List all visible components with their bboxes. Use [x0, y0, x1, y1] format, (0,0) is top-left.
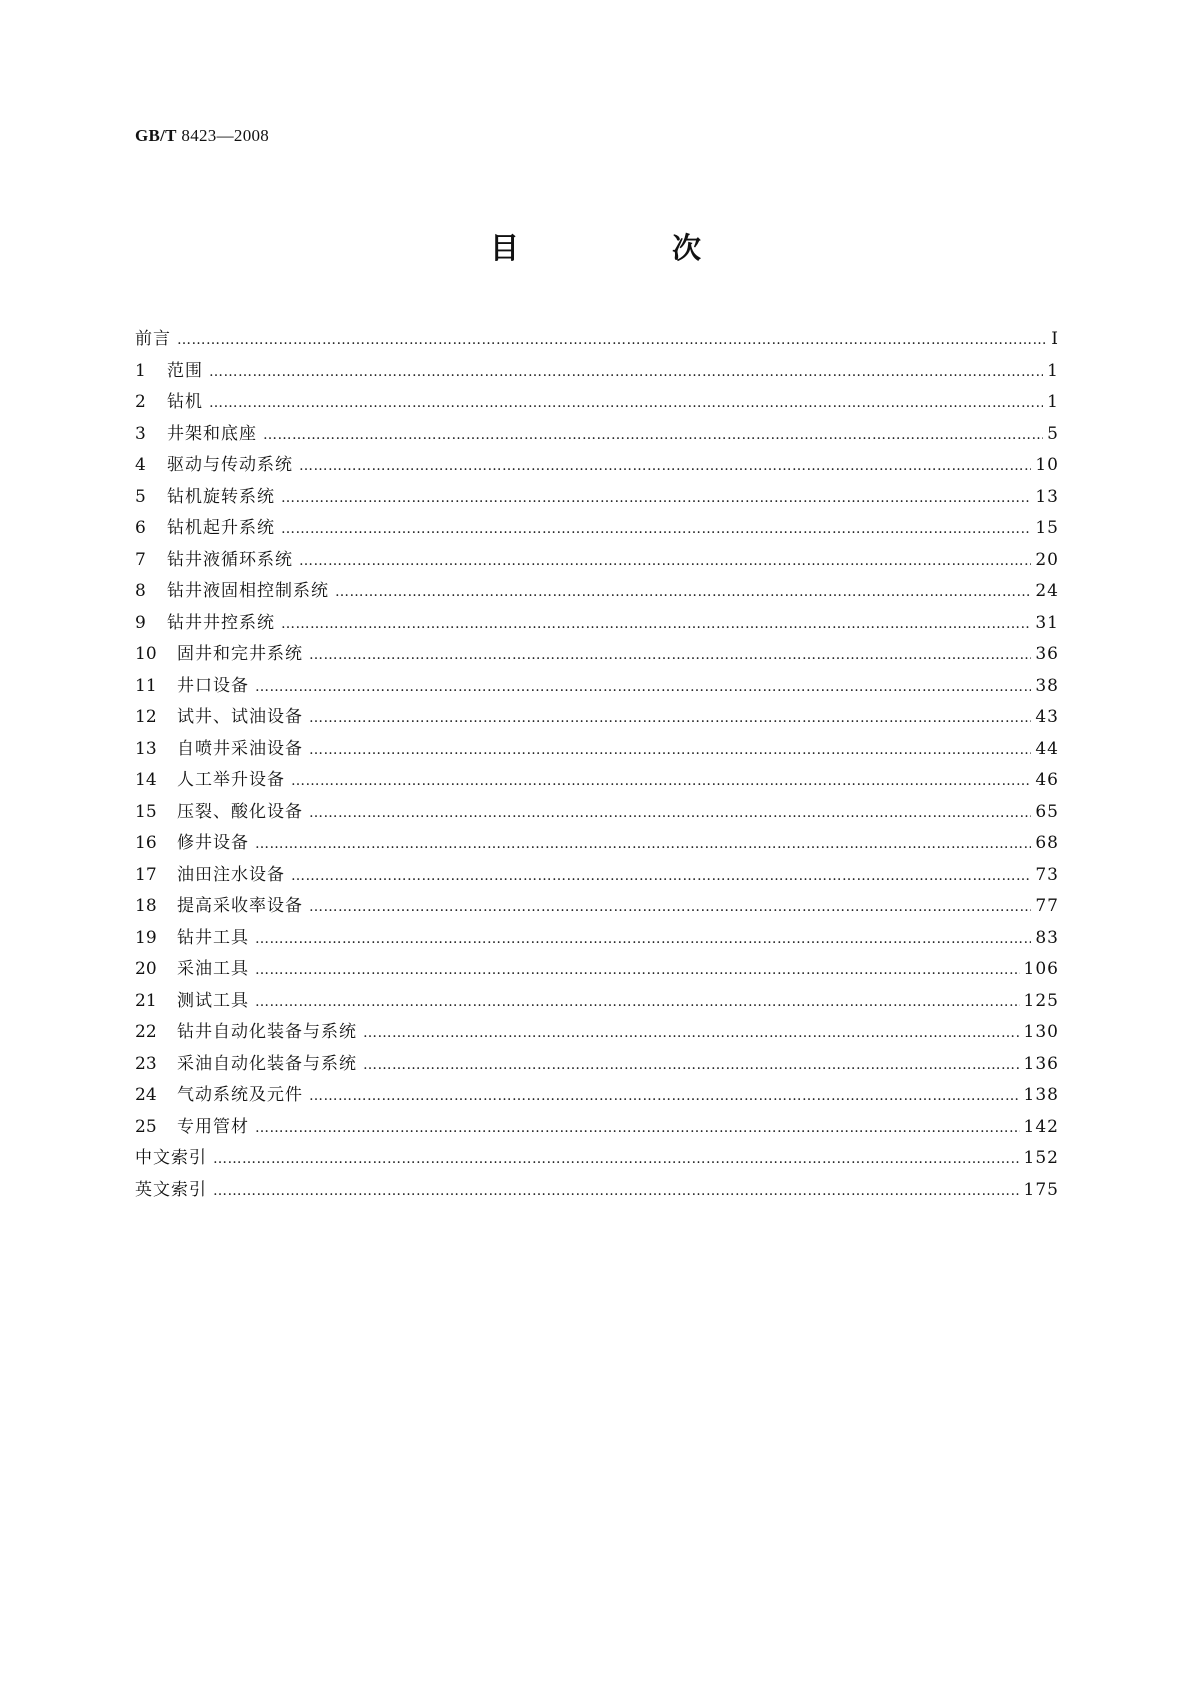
- toc-entry[interactable]: [135, 454, 1059, 486]
- standard-prefix: GB/T: [135, 126, 177, 145]
- toc-entry-number: 24: [135, 1085, 157, 1105]
- toc-entry-page: 36: [1035, 644, 1059, 664]
- toc-entry-page: 152: [1023, 1148, 1059, 1168]
- toc-entry-page: 136: [1023, 1053, 1059, 1074]
- toc-dot-leader: [213, 1180, 1020, 1202]
- toc-entry-label: 钻井液固相控制系统: [167, 581, 329, 601]
- toc-entry-label: 修井设备: [177, 833, 249, 853]
- toc-entry-number: 13: [135, 738, 157, 759]
- toc-entry-label: 钻井工具: [177, 927, 249, 948]
- toc-entry[interactable]: [135, 517, 1059, 549]
- toc-entry[interactable]: [135, 738, 1059, 770]
- toc-entry[interactable]: [135, 990, 1059, 1022]
- toc-entry-page: 44: [1035, 738, 1059, 759]
- toc-entry-page: 31: [1035, 612, 1059, 633]
- toc-dot-leader: [309, 896, 1031, 918]
- toc-entry-number: 7: [135, 549, 146, 570]
- toc-entry-number: 10: [135, 644, 157, 664]
- toc-dot-leader: [291, 770, 1031, 792]
- toc-dot-leader: [255, 991, 1020, 1013]
- toc-entry[interactable]: [135, 580, 1059, 612]
- toc-entry-label: 采油工具: [177, 959, 249, 979]
- toc-entry-page: 38: [1035, 675, 1059, 696]
- toc-entry-label: 采油自动化装备与系统: [177, 1053, 357, 1074]
- toc-entry-page: 83: [1035, 927, 1059, 948]
- toc-entry-label: 井口设备: [177, 675, 249, 696]
- toc-entry-number: 18: [135, 896, 157, 916]
- toc-entry[interactable]: [135, 1179, 1059, 1211]
- toc-entry-label: 提高采收率设备: [177, 896, 303, 916]
- toc-dot-leader: [281, 487, 1031, 509]
- toc-entry[interactable]: [135, 706, 1059, 738]
- toc-entry-page: 138: [1023, 1085, 1059, 1105]
- toc-dot-leader: [299, 550, 1031, 572]
- toc-entry-page: Ⅰ: [1051, 329, 1059, 349]
- toc-entry-page: 106: [1023, 959, 1059, 979]
- toc-entry[interactable]: [135, 832, 1059, 864]
- toc-dot-leader: [255, 676, 1031, 698]
- toc-dot-leader: [281, 518, 1031, 540]
- toc-entry-number: 4: [135, 455, 146, 475]
- toc-entry-label: 钻井自动化装备与系统: [177, 1022, 357, 1042]
- toc-entry-page: 175: [1023, 1179, 1059, 1200]
- toc-entry[interactable]: [135, 643, 1059, 675]
- toc-entry-page: 43: [1035, 707, 1059, 727]
- toc-entry-label: 钻机起升系统: [167, 518, 275, 538]
- toc-dot-leader: [281, 613, 1031, 635]
- toc-entry-number: 6: [135, 518, 146, 538]
- toc-entry-label: 试井、试油设备: [177, 707, 303, 727]
- toc-entry[interactable]: [135, 612, 1059, 644]
- toc-entry-page: 15: [1035, 518, 1059, 538]
- toc-entry-number: 14: [135, 770, 157, 790]
- toc-entry-number: 3: [135, 423, 146, 444]
- toc-entry-number: 25: [135, 1116, 157, 1137]
- toc-entry-label: 英文索引: [135, 1179, 207, 1200]
- toc-entry-label: 测试工具: [177, 990, 249, 1011]
- toc-dot-leader: [213, 1148, 1020, 1170]
- toc-entry-number: 19: [135, 927, 157, 948]
- toc-entry-label: 范围: [167, 360, 203, 381]
- toc-entry[interactable]: [135, 549, 1059, 581]
- toc-entry[interactable]: [135, 1053, 1059, 1085]
- toc-entry-number: 16: [135, 833, 157, 853]
- toc-entry-label: 固井和完井系统: [177, 644, 303, 664]
- toc-entry-number: 5: [135, 486, 146, 507]
- toc-entry[interactable]: [135, 1147, 1059, 1179]
- toc-entry-page: 1: [1047, 360, 1059, 381]
- toc-dot-leader: [299, 455, 1031, 477]
- toc-entry[interactable]: [135, 1021, 1059, 1053]
- toc-entry[interactable]: [135, 864, 1059, 896]
- toc-entry[interactable]: [135, 675, 1059, 707]
- toc-entry-label: 钻井井控系统: [167, 612, 275, 633]
- toc-entry-label: 人工举升设备: [177, 770, 285, 790]
- toc-entry-number: 2: [135, 392, 146, 412]
- toc-entry[interactable]: [135, 360, 1059, 392]
- toc-dot-leader: [209, 361, 1043, 383]
- toc-dot-leader: [363, 1054, 1020, 1076]
- toc-entry-page: 13: [1035, 486, 1059, 507]
- toc-entry[interactable]: [135, 927, 1059, 959]
- page-title: 目 次: [489, 231, 763, 265]
- toc-entry-page: 10: [1035, 455, 1059, 475]
- toc-entry-number: 23: [135, 1053, 157, 1074]
- toc-dot-leader: [309, 644, 1031, 666]
- toc-entry-label: 油田注水设备: [177, 864, 285, 885]
- toc-entry-number: 11: [135, 675, 157, 696]
- toc-entry-label: 自喷井采油设备: [177, 738, 303, 759]
- toc-entry-number: 21: [135, 990, 157, 1011]
- toc-entry-page: 125: [1023, 990, 1059, 1011]
- toc-entry-label: 前言: [135, 329, 171, 349]
- toc-dot-leader: [309, 1085, 1020, 1107]
- toc-entry-label: 钻机: [167, 392, 203, 412]
- toc-entry[interactable]: [135, 328, 1059, 360]
- toc-entry-number: 17: [135, 864, 157, 885]
- toc-entry-number: 8: [135, 581, 146, 601]
- toc-dot-leader: [335, 581, 1031, 603]
- toc-dot-leader: [177, 329, 1047, 351]
- toc-entry-page: 68: [1035, 833, 1059, 853]
- toc-entry-page: 77: [1035, 896, 1059, 916]
- toc-entry-page: 20: [1035, 549, 1059, 570]
- toc-entry-number: 20: [135, 959, 157, 979]
- toc-entry-number: 1: [135, 360, 146, 381]
- toc-entry[interactable]: [135, 801, 1059, 833]
- toc-entry[interactable]: [135, 423, 1059, 455]
- toc-entry-page: 65: [1035, 801, 1059, 822]
- standard-code: [135, 126, 269, 146]
- toc-entry-number: 15: [135, 801, 157, 822]
- toc-entry-label: 压裂、酸化设备: [177, 801, 303, 822]
- toc-entry[interactable]: [135, 1116, 1059, 1148]
- toc-entry-number: 12: [135, 707, 157, 727]
- toc-entry-page: 73: [1035, 864, 1059, 885]
- toc-entry-number: 22: [135, 1022, 157, 1042]
- toc-entry-label: 驱动与传动系统: [167, 455, 293, 475]
- toc-entry-label: 专用管材: [177, 1116, 249, 1137]
- toc-dot-leader: [255, 959, 1020, 981]
- toc-dot-leader: [363, 1022, 1020, 1044]
- toc-entry[interactable]: [135, 769, 1059, 801]
- toc-entry[interactable]: [135, 486, 1059, 518]
- toc-entry-number: 9: [135, 612, 146, 633]
- toc-entry-page: 142: [1023, 1116, 1059, 1137]
- toc-entry-page: 46: [1035, 770, 1059, 790]
- toc-entry[interactable]: [135, 391, 1059, 423]
- toc-dot-leader: [255, 833, 1031, 855]
- toc-dot-leader: [309, 802, 1031, 824]
- toc-entry-label: 井架和底座: [167, 423, 257, 444]
- toc-entry[interactable]: [135, 895, 1059, 927]
- toc-entry-label: 气动系统及元件: [177, 1085, 303, 1105]
- toc-dot-leader: [309, 739, 1031, 761]
- toc-dot-leader: [291, 865, 1031, 887]
- standard-number: 8423—2008: [181, 126, 270, 145]
- toc-entry-page: 1: [1047, 392, 1059, 412]
- table-of-contents: [135, 328, 1059, 1210]
- toc-dot-leader: [309, 707, 1031, 729]
- toc-entry-page: 24: [1035, 581, 1059, 601]
- toc-dot-leader: [255, 1117, 1020, 1139]
- toc-entry-label: 钻机旋转系统: [167, 486, 275, 507]
- toc-entry-page: 130: [1023, 1022, 1059, 1042]
- toc-dot-leader: [263, 424, 1043, 446]
- toc-entry-label: 钻井液循环系统: [167, 549, 293, 570]
- toc-entry[interactable]: [135, 958, 1059, 990]
- toc-entry-page: 5: [1047, 423, 1059, 444]
- toc-entry[interactable]: [135, 1084, 1059, 1116]
- toc-dot-leader: [209, 392, 1043, 414]
- toc-dot-leader: [255, 928, 1031, 950]
- toc-entry-label: 中文索引: [135, 1148, 207, 1168]
